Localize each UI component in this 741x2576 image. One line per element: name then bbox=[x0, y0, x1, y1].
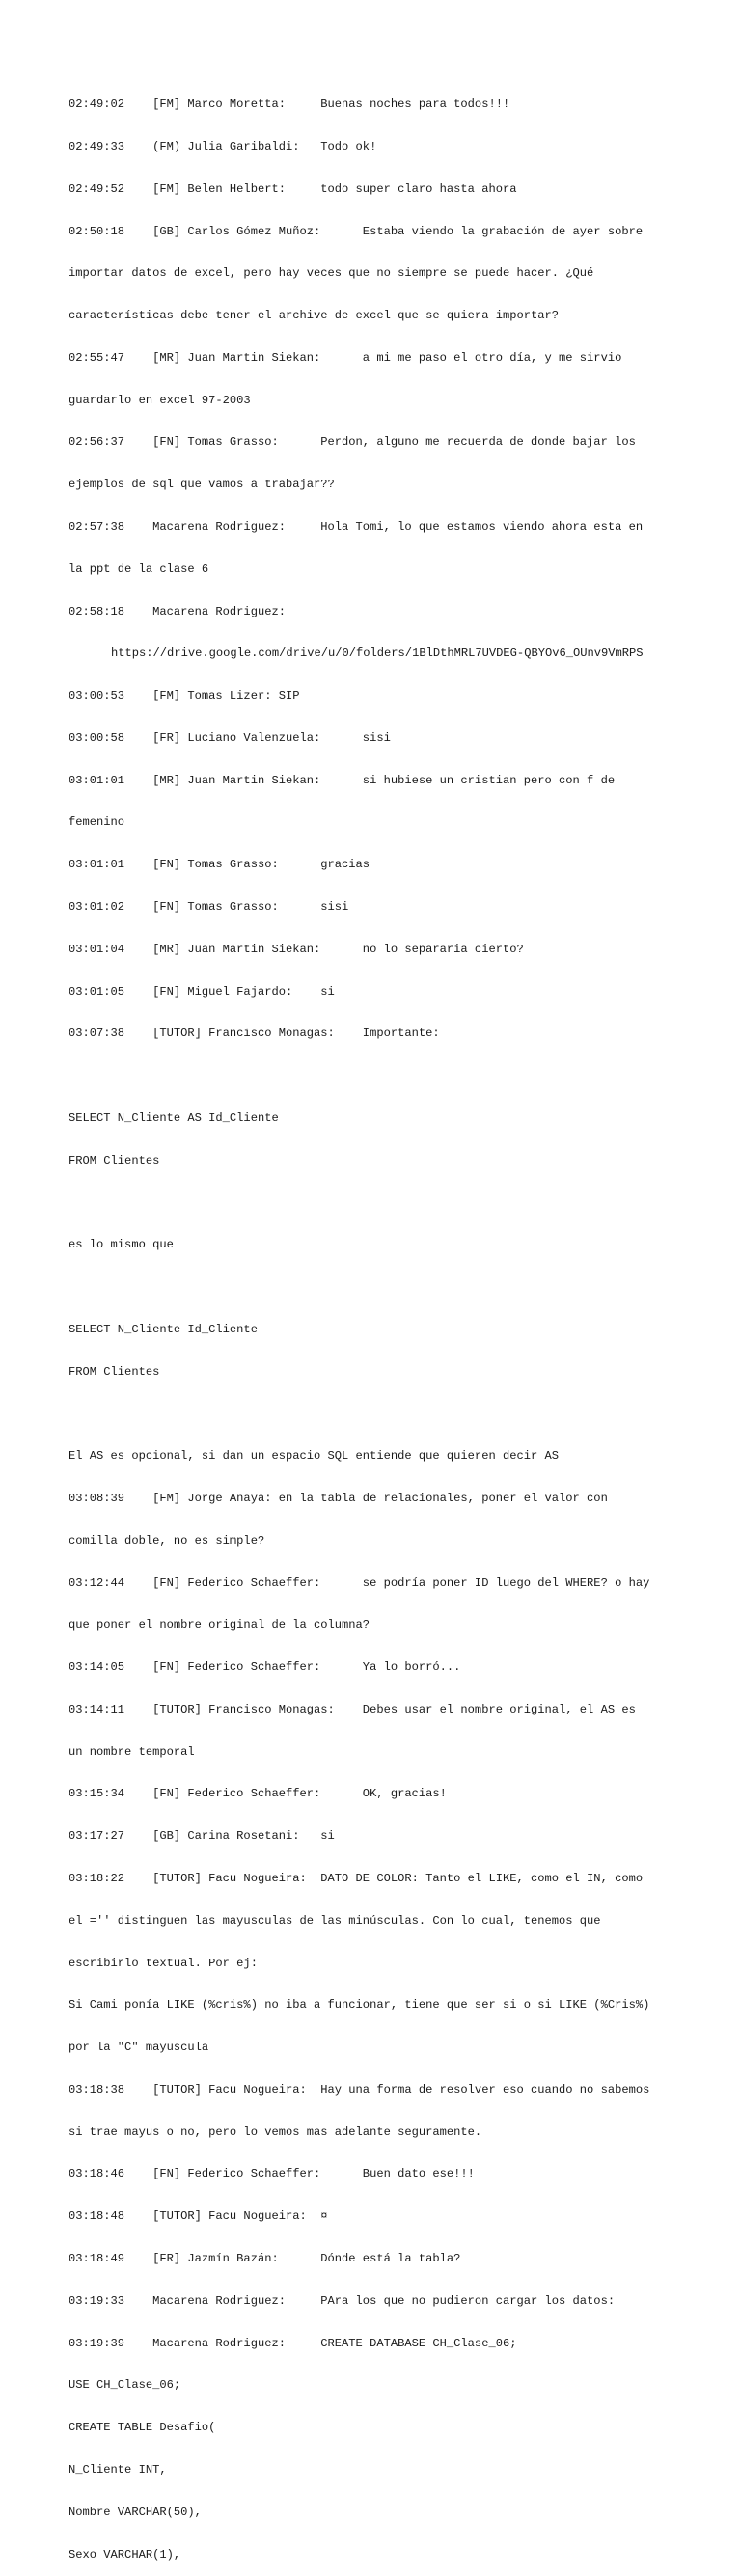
transcript-line: 02:55:47 [MR] Juan Martin Siekan: a mi me paso el otro día, y me sirvio bbox=[69, 350, 622, 365]
transcript-line: 03:00:58 [FR] Luciano Valenzuela: sisi bbox=[69, 730, 391, 745]
transcript-line: la ppt de la clase 6 bbox=[69, 562, 209, 576]
chat-transcript bbox=[69, 69, 705, 2576]
transcript-line: 03:00:53 [FM] Tomas Lizer: SIP bbox=[69, 689, 300, 703]
transcript-line: 02:49:02 [FM] Marco Moretta: Buenas noches para todos!!! bbox=[69, 97, 510, 112]
transcript-line: un nombre temporal bbox=[69, 1744, 195, 1759]
transcript-line: características debe tener el archive de excel que se quiera importar? bbox=[69, 309, 560, 323]
transcript-line: 03:01:01 [FN] Tomas Grasso: gracias bbox=[69, 858, 370, 872]
transcript-line: 02:50:18 [GB] Carlos Gómez Muñoz: Estaba viendo la grabación de ayer sobre bbox=[69, 224, 644, 238]
transcript-line: por la "C" mayuscula bbox=[69, 2041, 209, 2055]
transcript-line: importar datos de excel, pero hay veces que no siempre se puede hacer. ¿Qué bbox=[69, 266, 594, 281]
transcript-line: Si Cami ponía LIKE (%cris%) no iba a funcionar, tiene que ser si o si LIKE (%Cris%) bbox=[69, 1998, 650, 2013]
transcript-line: 03:18:46 [FN] Federico Schaeffer: Buen dato ese!!! bbox=[69, 2167, 475, 2181]
transcript-line: 03:19:39 Macarena Rodriguez: CREATE DATABASE CH_Clase_06; bbox=[69, 2336, 517, 2350]
blank-line bbox=[69, 1069, 705, 1083]
transcript-line: es lo mismo que bbox=[69, 1238, 174, 1252]
sql-line: N_Cliente INT, bbox=[69, 2462, 167, 2477]
transcript-line: 03:14:11 [TUTOR] Francisco Monagas: Debes usar el nombre original, el AS es bbox=[69, 1702, 636, 1716]
transcript-line: El AS es opcional, si dan un espacio SQL entiende que quieren decir AS bbox=[69, 1449, 560, 1464]
transcript-line: 03:01:02 [FN] Tomas Grasso: sisi bbox=[69, 900, 349, 915]
transcript-line: 03:14:05 [FN] Federico Schaeffer: Ya lo borró... bbox=[69, 1660, 461, 1675]
transcript-line: 03:07:38 [TUTOR] Francisco Monagas: Importante: bbox=[69, 1027, 440, 1041]
transcript-line: escribirlo textual. Por ej: bbox=[69, 1956, 258, 1970]
sql-line: USE CH_Clase_06; bbox=[69, 2378, 181, 2393]
blank-line bbox=[69, 1280, 705, 1295]
sql-line: SELECT N_Cliente Id_Cliente bbox=[69, 1322, 258, 1336]
sql-line: Nombre VARCHAR(50), bbox=[69, 2505, 202, 2519]
sql-line: FROM Clientes bbox=[69, 1153, 160, 1167]
transcript-line: 03:19:33 Macarena Rodriguez: PAra los que no pudieron cargar los datos: bbox=[69, 2293, 616, 2308]
transcript-line: 03:01:04 [MR] Juan Martin Siekan: no lo separaria cierto? bbox=[69, 942, 524, 956]
transcript-line: ejemplos de sql que vamos a trabajar?? bbox=[69, 478, 335, 492]
transcript-line: el ='' distinguen las mayusculas de las minúsculas. Con lo cual, tenemos que bbox=[69, 1913, 601, 1928]
transcript-line: 03:17:27 [GB] Carina Rosetani: si bbox=[69, 1829, 335, 1844]
transcript-line: 03:01:05 [FN] Miguel Fajardo: si bbox=[69, 984, 335, 999]
transcript-line: 02:58:18 Macarena Rodriguez: bbox=[69, 604, 286, 618]
transcript-line: 03:01:01 [MR] Juan Martin Siekan: si hubiese un cristian pero con f de bbox=[69, 773, 616, 787]
transcript-line: 02:49:33 (FM) Julia Garibaldi: Todo ok! bbox=[69, 139, 377, 153]
transcript-line: 03:15:34 [FN] Federico Schaeffer: OK, gracias! bbox=[69, 1787, 447, 1801]
transcript-line: 03:18:38 [TUTOR] Facu Nogueira: Hay una forma de resolver eso cuando no sabemos bbox=[69, 2082, 650, 2096]
blank-line bbox=[69, 1407, 705, 1421]
sql-line: SELECT N_Cliente AS Id_Cliente bbox=[69, 1110, 279, 1125]
transcript-line: femenino bbox=[69, 815, 125, 830]
sql-line: FROM Clientes bbox=[69, 1364, 160, 1379]
shared-link[interactable]: https://drive.google.com/drive/u/0/folders/1BlDthMRL7UVDEG-QBYOv6_OUnv9VmRPS bbox=[111, 646, 644, 661]
transcript-line: 03:12:44 [FN] Federico Schaeffer: se podría poner ID luego del WHERE? o hay bbox=[69, 1576, 650, 1590]
transcript-line: 03:18:48 [TUTOR] Facu Nogueira: ¤ bbox=[69, 2209, 328, 2224]
sql-line: Sexo VARCHAR(1), bbox=[69, 2547, 181, 2562]
transcript-line: guardarlo en excel 97-2003 bbox=[69, 393, 251, 407]
transcript-line: 02:49:52 [FM] Belen Helbert: todo super claro hasta ahora bbox=[69, 181, 517, 196]
transcript-line: 03:18:22 [TUTOR] Facu Nogueira: DATO DE COLOR: Tanto el LIKE, como el IN, como bbox=[69, 1872, 644, 1885]
transcript-line: 03:08:39 [FM] Jorge Anaya: en la tabla de relacionales, poner el valor con bbox=[69, 1491, 608, 1505]
transcript-line: que poner el nombre original de la columna? bbox=[69, 1618, 370, 1632]
transcript-line: si trae mayus o no, pero lo vemos mas adelante seguramente. bbox=[69, 2124, 482, 2139]
blank-line bbox=[69, 1196, 705, 1211]
transcript-line: 02:56:37 [FN] Tomas Grasso: Perdon, alguno me recuerda de donde bajar los bbox=[69, 435, 636, 450]
transcript-line: comilla doble, no es simple? bbox=[69, 1533, 265, 1548]
transcript-line: 02:57:38 Macarena Rodriguez: Hola Tomi, lo que estamos viendo ahora esta en bbox=[69, 520, 644, 534]
transcript-line: 03:18:49 [FR] Jazmín Bazán: Dónde está la tabla? bbox=[69, 2252, 461, 2266]
sql-line: CREATE TABLE Desafio( bbox=[69, 2421, 216, 2435]
